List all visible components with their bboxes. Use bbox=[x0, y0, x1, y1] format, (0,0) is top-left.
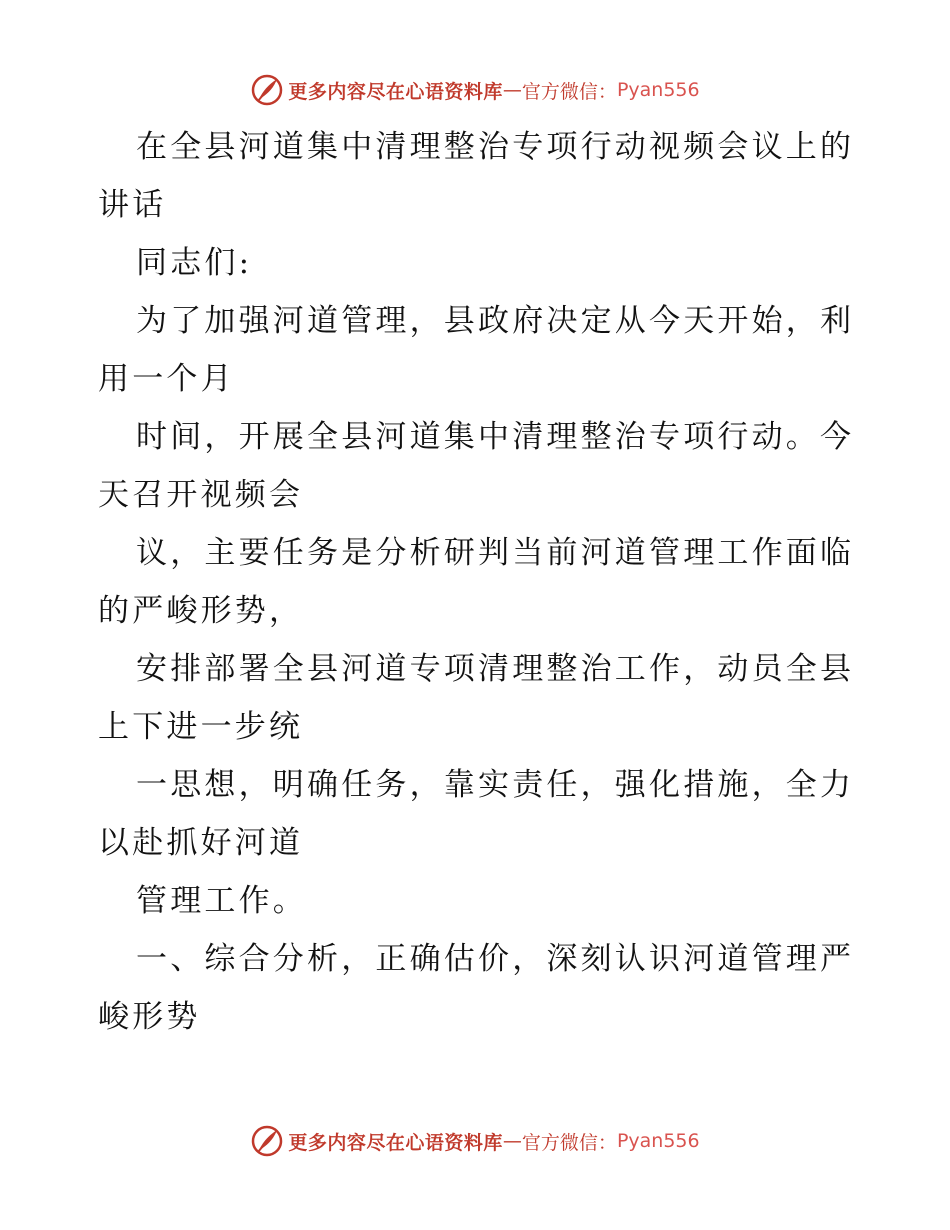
section-heading: 一、综合分析，正确估价，深刻认识河道管理严峻形势 bbox=[98, 941, 855, 1035]
footer-watermark bbox=[0, 1121, 950, 1161]
watermark-brand: 更多内容尽在心语资料库 bbox=[288, 80, 503, 103]
watermark-wechat-id: Pyan556 bbox=[616, 79, 700, 101]
watermark-wechat-label: 官方微信： bbox=[521, 1131, 617, 1154]
paragraph: 一思想，明确任务，靠实责任，强化措施，全力以赴抓好河道 bbox=[98, 767, 855, 861]
paragraph: 议，主要任务是分析研判当前河道管理工作面临的严峻形势， bbox=[98, 535, 855, 629]
watermark-wechat-id: Pyan556 bbox=[616, 1130, 700, 1152]
document-body bbox=[98, 118, 858, 1046]
paragraph: 时间，开展全县河道集中清理整治专项行动。今天召开视频会 bbox=[98, 419, 855, 513]
header-watermark bbox=[0, 70, 950, 110]
quill-logo-icon bbox=[250, 1124, 284, 1158]
watermark-separator: — bbox=[502, 79, 522, 101]
watermark-brand: 更多内容尽在心语资料库 bbox=[288, 1131, 503, 1154]
document-title: 在全县河道集中清理整治专项行动视频会议上的讲话 bbox=[98, 129, 855, 223]
paragraph: 为了加强河道管理，县政府决定从今天开始，利用一个月 bbox=[98, 303, 855, 397]
watermark-separator: — bbox=[502, 1130, 522, 1152]
quill-logo-icon bbox=[250, 73, 284, 107]
salutation: 同志们: bbox=[136, 245, 253, 281]
paragraph: 管理工作。 bbox=[136, 883, 307, 919]
watermark-wechat-label: 官方微信： bbox=[521, 80, 617, 103]
paragraph: 安排部署全县河道专项清理整治工作，动员全县上下进一步统 bbox=[98, 651, 855, 745]
